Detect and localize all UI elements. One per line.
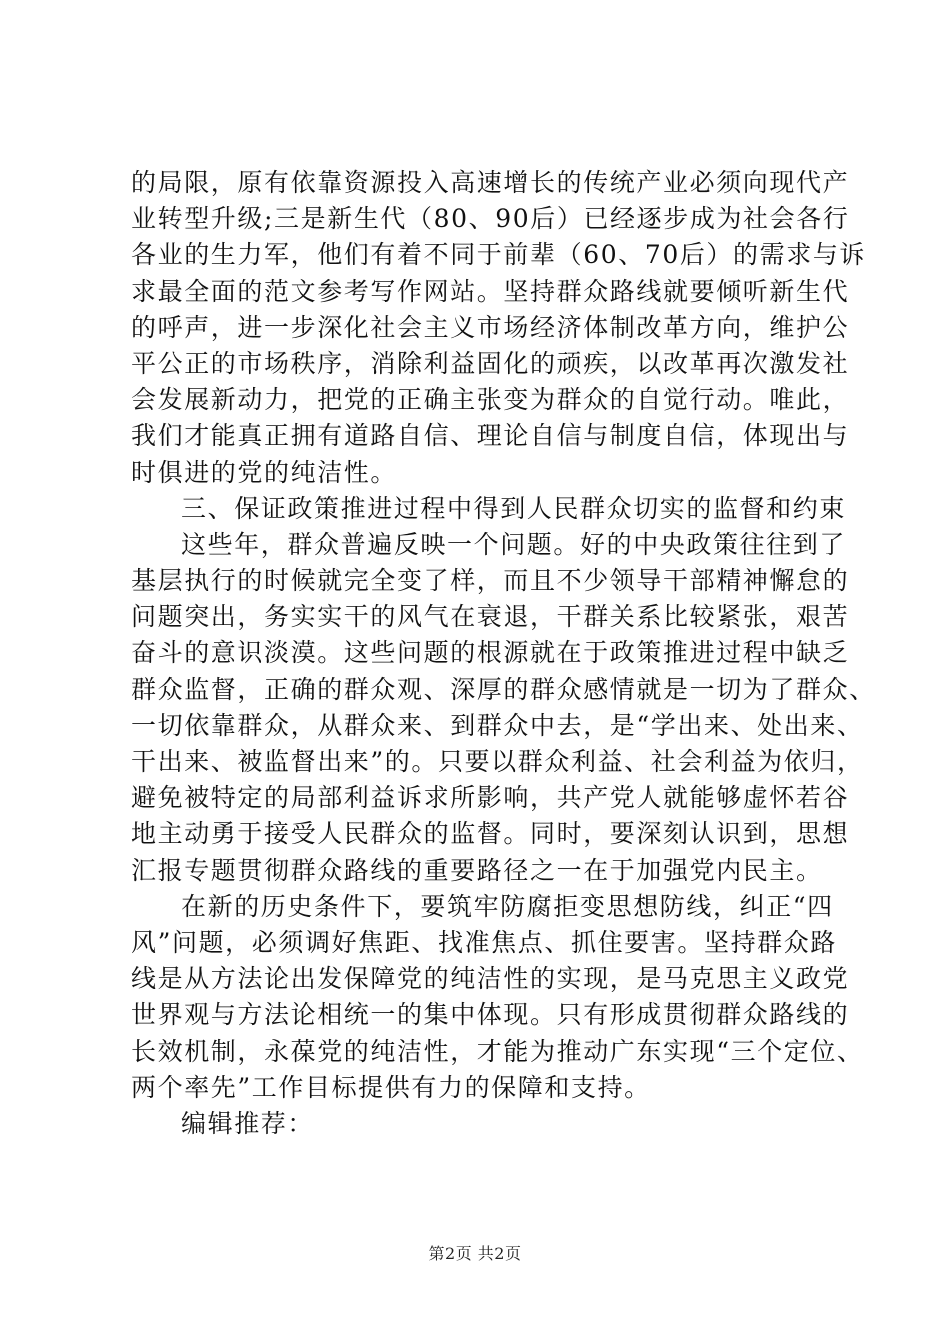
- text-line: 我们才能真正拥有道路自信、理论自信与制度自信，体现出与: [131, 421, 850, 451]
- text-line: 干出来、被监督出来”的。只要以群众利益、社会利益为依归，: [131, 747, 864, 776]
- text-line: 长效机制，永葆党的纯洁性，才能为推动广东实现“三个定位、: [131, 1036, 864, 1066]
- text-line: 群众监督，正确的群众观、深厚的群众感情就是一切为了群众、: [131, 674, 876, 704]
- text-line: 平公正的市场秩序，消除利益固化的顽疾，以改革再次激发社: [131, 348, 850, 378]
- page-indicator: 第2页 共2页: [428, 1244, 522, 1263]
- section-heading: 三、保证政策推进过程中得到人民群众切实的监督和约束: [181, 493, 847, 523]
- text-line: 时俱进的党的纯洁性。: [131, 457, 398, 487]
- text-line: 业转型升级;三是新生代（80、90后）已经逐步成为社会各行: [131, 204, 850, 234]
- text-line: 避免被特定的局部利益诉求所影响，共产党人就能够虚怀若谷: [131, 783, 850, 813]
- text-line: 地主动勇于接受人民群众的监督。同时，要深刻认识到，思想: [131, 819, 850, 849]
- text-line: 基层执行的时候就完全变了样，而且不少领导干部精神懈怠的: [131, 566, 850, 596]
- document-body: [131, 165, 876, 1142]
- text-line: 奋斗的意识淡漠。这些问题的根源就在于政策推进过程中缺乏: [131, 638, 850, 668]
- text-line: 两个率先”工作目标提供有力的保障和支持。: [131, 1072, 651, 1102]
- text-line: 会发展新动力，把党的正确主张变为群众的自觉行动。唯此，: [131, 385, 850, 415]
- text-line: 求最全面的范文参考写作网站。坚持群众路线就要倾听新生代: [131, 276, 850, 306]
- text-line: 各业的生力军，他们有着不同于前辈（60、70后）的需求与诉: [131, 240, 867, 270]
- text-line: 的呼声，进一步深化社会主义市场经济体制改革方向，维护公: [131, 312, 850, 342]
- editor-recommendation-label: 编辑推荐：: [181, 1108, 315, 1138]
- text-line: 在新的历史条件下，要筑牢防腐拒变思想防线，纠正“四: [181, 891, 834, 921]
- text-line: 线是从方法论出发保障党的纯洁性的实现，是马克思主义政党: [131, 964, 850, 994]
- text-line: 世界观与方法论相统一的集中体现。只有形成贯彻群众路线的: [131, 1000, 850, 1030]
- text-line: 汇报专题贯彻群众路线的重要路径之一在于加强党内民主。: [131, 855, 823, 885]
- text-line: 风”问题，必须调好焦距、找准焦点、抓住要害。坚持群众路: [131, 927, 837, 957]
- text-line: 的局限，原有依靠资源投入高速增长的传统产业必须向现代产: [131, 168, 850, 197]
- text-line: 问题突出，务实实干的风气在衰退，干群关系比较紧张，艰苦: [131, 602, 850, 632]
- page-footer: [0, 1243, 950, 1265]
- text-line: 这些年，群众普遍反映一个问题。好的中央政策往往到了: [181, 529, 847, 559]
- text-line: 一切依靠群众，从群众来、到群众中去，是“学出来、处出来、: [131, 710, 864, 740]
